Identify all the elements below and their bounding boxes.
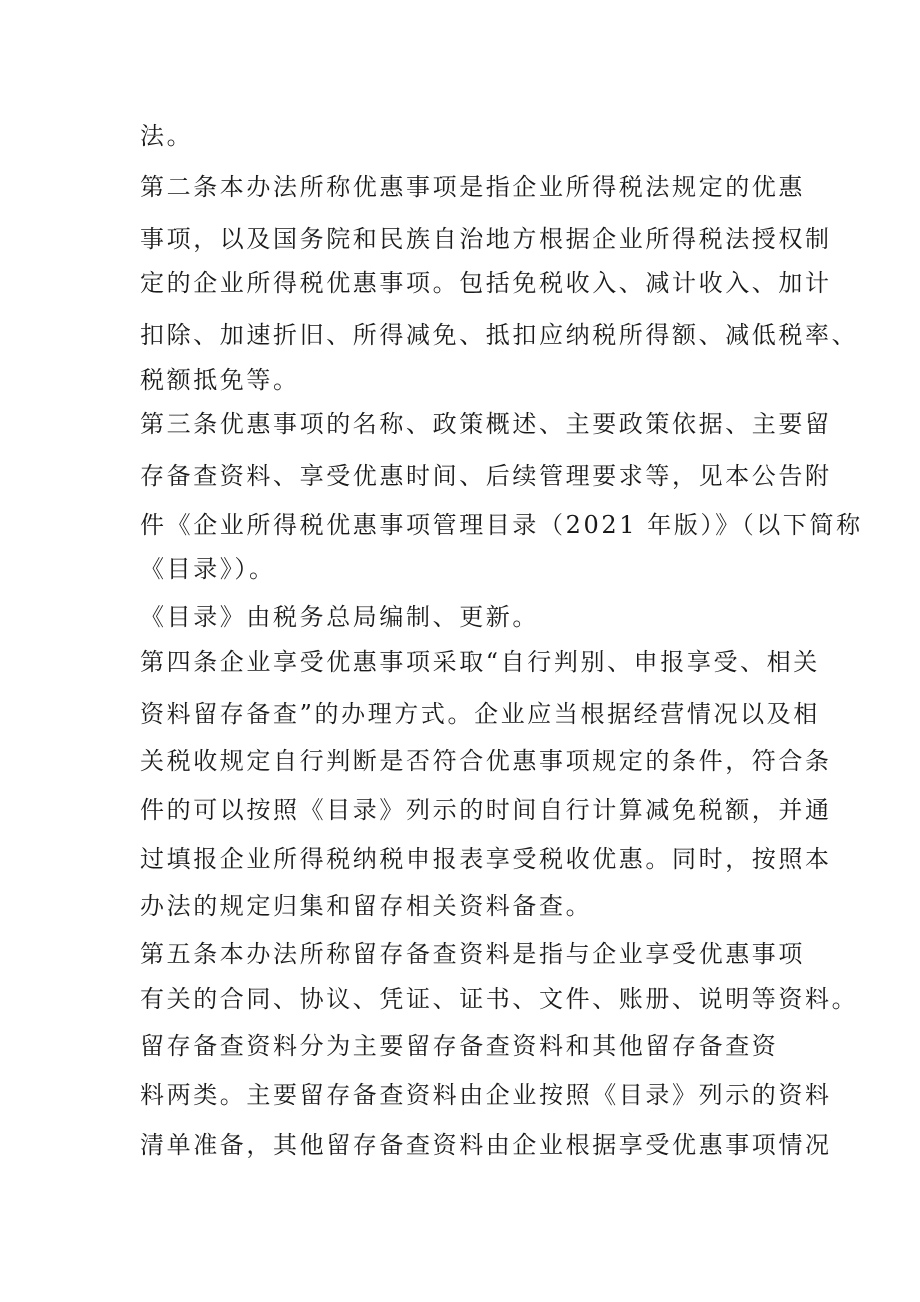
- text-line: 法。: [140, 122, 194, 150]
- text-line: 件《企业所得税优惠事项管理目录（2021 年版）》（以下简称: [140, 511, 863, 539]
- text-line: 扣除、加速折旧、所得减免、抵扣应纳税所得额、减低税率、: [140, 321, 859, 349]
- text-line: 事项，以及国务院和民族自治地方根据企业所得税法授权制: [140, 225, 832, 253]
- text-line: 第二条本办法所称优惠事项是指企业所得税法规定的优惠: [140, 173, 805, 201]
- text-line: 第五条本办法所称留存备查资料是指与企业享受优惠事项: [140, 940, 805, 968]
- text-line: 资料留存备查”的办理方式。企业应当根据经营情况以及相: [140, 700, 820, 728]
- text-line: 第四条企业享受优惠事项采取“自行判别、申报享受、相关: [140, 648, 820, 676]
- text-line: 有关的合同、协议、凭证、证书、文件、账册、说明等资料。: [140, 985, 859, 1013]
- text-line: 《目录》）。: [140, 555, 276, 583]
- text-line: 过填报企业所得税纳税申报表享受税收优惠。同时，按照本: [140, 845, 832, 873]
- text-line: 存备查资料、享受优惠时间、后续管理要求等，见本公告附: [140, 462, 832, 490]
- text-line: 办法的规定归集和留存相关资料备查。: [140, 892, 593, 920]
- text-line: 《目录》由税务总局编制、更新。: [140, 603, 539, 631]
- text-line: 第三条优惠事项的名称、政策概述、主要政策依据、主要留: [140, 410, 832, 438]
- text-line: 件的可以按照《目录》列示的时间自行计算减免税额，并通: [140, 796, 832, 824]
- text-line: 税额抵免等。: [140, 366, 300, 394]
- text-line: 关税收规定自行判断是否符合优惠事项规定的条件，符合条: [140, 747, 832, 775]
- text-line: 料两类。主要留存备查资料由企业按照《目录》列示的资料: [140, 1081, 832, 1109]
- text-line: 清单准备，其他留存备查资料由企业根据享受优惠事项情况: [140, 1131, 832, 1159]
- text-line: 留存备查资料分为主要留存备查资料和其他留存备查资: [140, 1032, 779, 1060]
- text-line: 定的企业所得税优惠事项。包括免税收入、减计收入、加计: [140, 269, 832, 297]
